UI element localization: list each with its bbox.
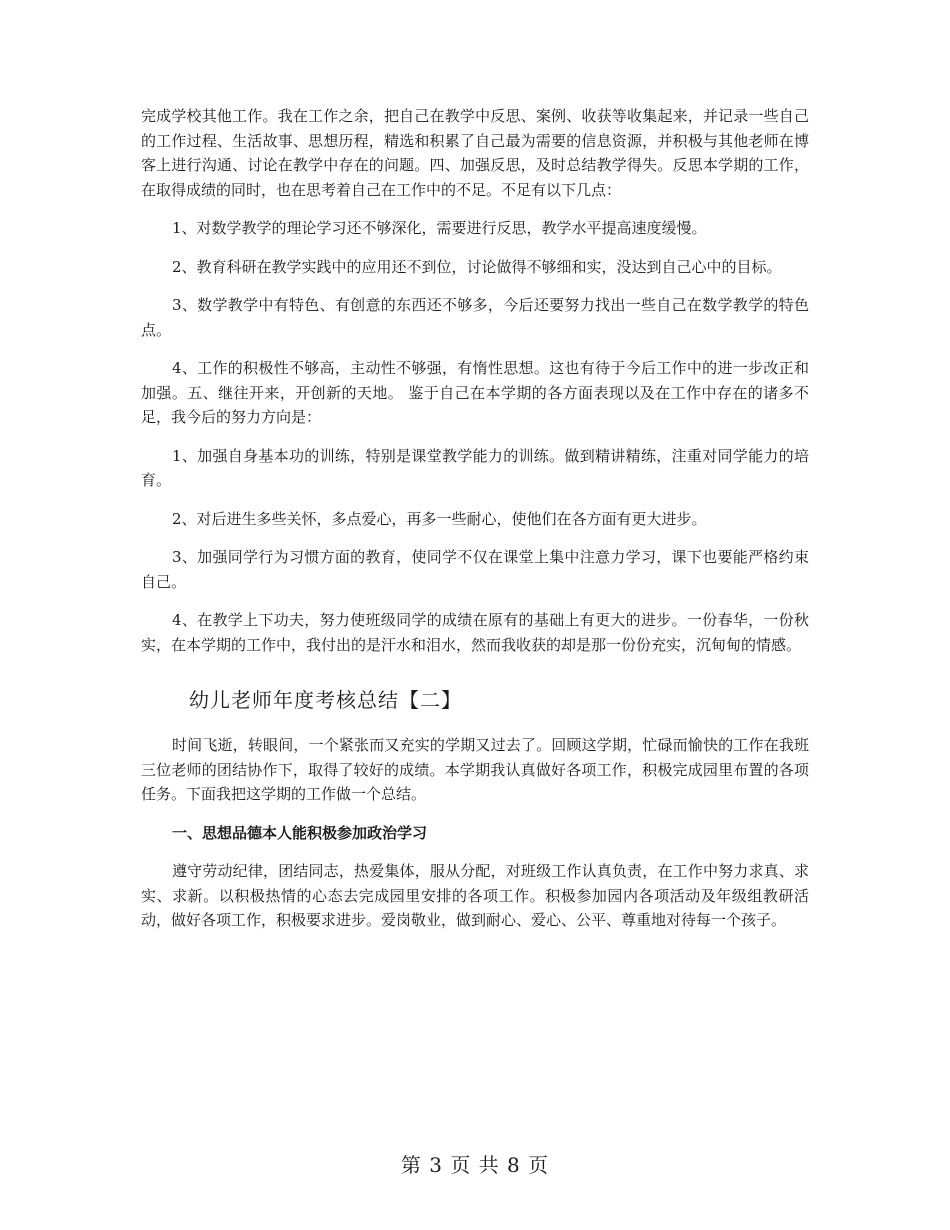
intro-paragraph: 时间飞逝，转眼间，一个紧张而又充实的学期又过去了。回顾这学期，忙碌而愉快的工作在我班三位老师的团结协作下，取得了较好的成绩。本学期我认真做好各项工作，积极完成园里布置的各项任务。下面我把这学期的工作做一个总结。 xyxy=(141,736,809,803)
list-item-direction-4: 4、在教学上下功夫，努力使班级同学的成绩在原有的基础上有更大的进步。一份春华，一份秋实，在本学期的工作中，我付出的是汗水和泪水，然而我收获的却是那一份份充实，沉甸甸的情感。 xyxy=(141,611,809,654)
list-item-shortcoming-3: 3、数学教学中有特色、有创意的东西还不够多，今后还要努力找出一些自己在数学教学的特色点。 xyxy=(141,296,809,339)
list-item-direction-1: 1、加强自身基本功的训练，特别是课堂教学能力的训练。做到精讲精练，注重对同学能力的培育。 xyxy=(141,446,809,489)
list-item-direction-3: 3、加强同学行为习惯方面的教育，使同学不仅在课堂上集中注意力学习，课下也要能严格约束自己。 xyxy=(141,548,809,591)
subheading: 一、思想品德本人能积极参加政治学习 xyxy=(172,823,428,842)
page-number-footer: 第 3 页 共 8 页 xyxy=(400,1153,550,1177)
list-item-shortcoming-4: 4、工作的积极性不够高，主动性不够强，有惰性思想。这也有待于今后工作中的进一步改正和加强。五、继往开来，开创新的天地。 鉴于自己在本学期的各方面表现以及在工作中存在的诸多不足，我今后的努力方向是： xyxy=(141,359,809,426)
list-item-direction-2: 2、对后进生多些关怀，多点爱心，再多一些耐心，使他们在各方面有更大进步。 xyxy=(172,509,707,528)
body-paragraph: 遵守劳动纪律，团结同志，热爱集体，服从分配，对班级工作认真负责，在工作中努力求真、求实、求新。以积极热情的心态去完成园里安排的各项工作。积极参加园内各项活动及年级组教研活动，做好各项工作，积极要求进步。爱岗敬业，做到耐心、爱心、公平、尊重地对待每一个孩子。 xyxy=(141,862,809,929)
document-body xyxy=(141,104,809,933)
list-item-shortcoming-2: 2、教育科研在教学实践中的应用还不到位，讨论做得不够细和实，没达到自己心中的目标。 xyxy=(172,257,782,276)
list-item-shortcoming-1: 1、对数学教学的理论学习还不够深化，需要进行反思，教学水平提高速度缓慢。 xyxy=(172,219,707,237)
section-title: 幼儿老师年度考核总结【二】 xyxy=(189,688,462,712)
paragraph-continuation: 完成学校其他工作。我在工作之余，把自己在教学中反思、案例、收获等收集起来，并记录一些自己的工作过程、生活故事、思想历程，精选和积累了自己最为需要的信息资源，并积极与其他老师在博客上进行沟通、讨论在教学中存在的问题。四、加强反思，及时总结教学得失。反思本学期的工作，在取得成绩的同时，也在思考着自己在工作中的不足。不足有以下几点： xyxy=(141,107,809,199)
